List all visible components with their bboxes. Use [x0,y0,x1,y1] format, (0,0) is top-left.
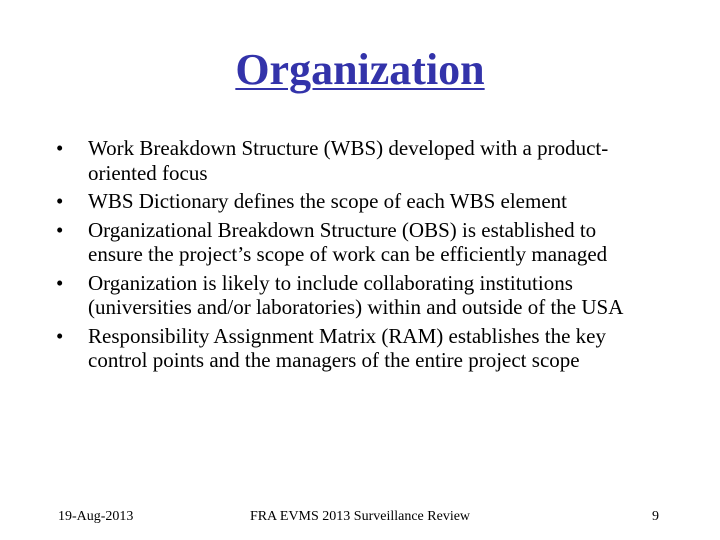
bullet-item [56,271,656,320]
footer-title: FRA EVMS 2013 Surveillance Review [249,509,471,524]
bullet-marker: • [56,217,64,242]
bullet-text: Organization is likely to include collaborating institutions (universities and/or laboratories) within and outside of the USA [88,270,624,319]
page-number: 9 [652,509,659,524]
bullet-marker: • [56,136,64,160]
bullet-marker: • [56,270,64,295]
bullet-marker: • [56,189,64,213]
bullet-item [56,218,656,267]
bullet-list [56,136,656,377]
bullet-item [56,136,656,185]
bullet-item [56,189,656,214]
bullet-text: Work Breakdown Structure (WBS) developed with a product-oriented focus [88,136,609,185]
bullet-marker: • [56,323,64,348]
bullet-text: WBS Dictionary defines the scope of each WBS element [88,189,567,213]
slide-title: Organization [235,45,485,94]
bullet-text: Organizational Breakdown Structure (OBS) is established to ensure the project’s scope of work can be efficiently managed [88,217,608,266]
footer-date: 19-Aug-2013 [58,509,134,524]
bullet-item [56,324,656,373]
bullet-text: Responsibility Assignment Matrix (RAM) establishes the key control points and the managers of the entire project scope [88,323,606,372]
